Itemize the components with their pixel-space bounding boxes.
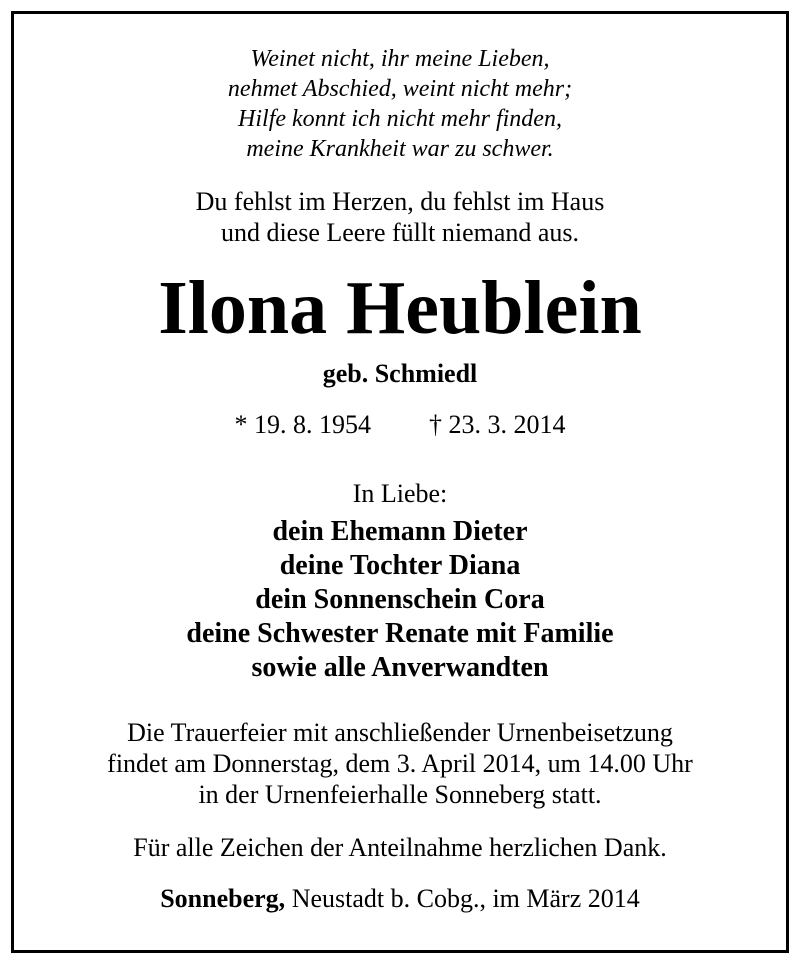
ceremony-line: in der Urnenfeierhalle Sonneberg statt. bbox=[198, 780, 602, 809]
mourner-entry: sowie alle Anverwandten bbox=[251, 652, 549, 683]
mourner-entry: dein Ehemann Dieter bbox=[272, 516, 528, 547]
mourners-intro: In Liebe: bbox=[352, 479, 448, 508]
poem-line: Weinet nicht, ihr meine Lieben, bbox=[250, 46, 550, 72]
ceremony-line: findet am Donnerstag, dem 3. April 2014, um 14.00 Uhr bbox=[107, 749, 693, 778]
poem-line: meine Krankheit war zu schwer. bbox=[246, 136, 554, 162]
death-date: † 23. 3. 2014 bbox=[429, 410, 566, 439]
maiden-name: geb. Schmiedl bbox=[322, 359, 478, 388]
mourner-entry: deine Schwester Renate mit Familie bbox=[186, 618, 614, 649]
birth-date: * 19. 8. 1954 bbox=[234, 410, 371, 439]
footer-place-date: Neustadt b. Cobg., im März 2014 bbox=[285, 884, 640, 913]
deceased-name: Ilona Heublein bbox=[158, 266, 642, 350]
signature-line bbox=[0, 884, 800, 914]
footer-city: Sonneberg, bbox=[160, 884, 286, 913]
life-dates bbox=[0, 410, 800, 440]
quote-line: Du fehlst im Herzen, du fehlst im Haus bbox=[195, 187, 605, 216]
mourner-entry: deine Tochter Diana bbox=[279, 550, 521, 581]
poem-line: Hilfe konnt ich nicht mehr finden, bbox=[238, 106, 562, 132]
ceremony-line: Die Trauerfeier mit anschließender Urnenbeisetzung bbox=[127, 718, 673, 747]
poem-line: nehmet Abschied, weint nicht mehr; bbox=[227, 76, 573, 102]
quote-line: und diese Leere füllt niemand aus. bbox=[220, 218, 580, 247]
mourner-entry: dein Sonnenschein Cora bbox=[255, 584, 545, 615]
thanks-line: Für alle Zeichen der Anteilnahme herzlichen Dank. bbox=[133, 833, 667, 862]
